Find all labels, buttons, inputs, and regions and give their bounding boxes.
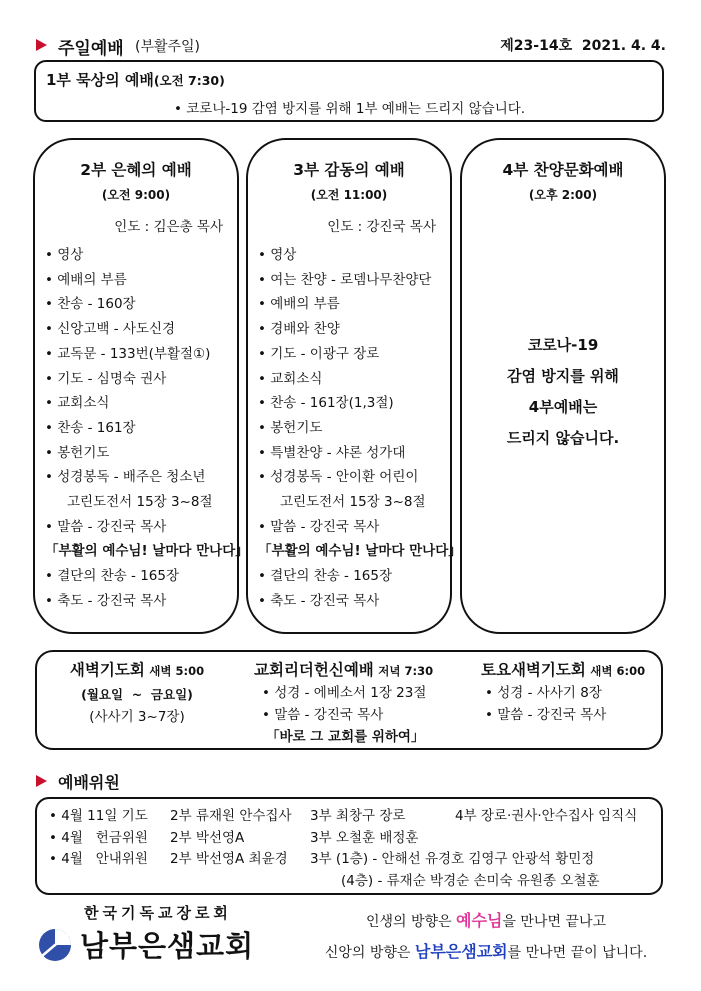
order-item: • 예배의 부름: [258, 296, 340, 313]
order-item: 「부활의 예수님! 날마다 만나다」: [258, 543, 462, 560]
order-item: • 특별찬양 - 샤론 성가대: [258, 444, 406, 461]
leaders-service-title: 교회리더헌신예배: [254, 661, 374, 679]
org-name: 남부은샘교회: [80, 929, 255, 963]
saturday-prayer-scripture: • 성경 - 사사기 8장: [485, 685, 602, 701]
leaders-service-sermon: • 말씀 - 강진국 목사: [262, 707, 384, 723]
dawn-prayer-title: 새벽기도회: [69, 661, 145, 679]
service3-time: (오전 11:00): [310, 188, 388, 202]
order-item: • 말씀 - 강진국 목사: [258, 518, 380, 535]
order-item: • 말씀 - 강진국 목사: [45, 518, 167, 535]
order-item: • 영상: [258, 247, 297, 263]
dawn-prayer-time: 새벽 5:00: [149, 664, 205, 678]
role-cell: 3부 (1층) - 안해선 유경호 김영구 안광석 황민정: [310, 851, 595, 867]
order-item: • 봉헌기도: [258, 419, 323, 436]
slogan-line-2: 신앙의 방향은 남부은샘교회를 만나면 끝이 납니다.: [324, 942, 648, 961]
order-item: • 성경봉독 - 배주은 청소년: [45, 469, 206, 486]
issue-info: 제23-14호 2021. 4. 4.: [500, 38, 666, 54]
page-subtitle: (부활주일): [135, 39, 201, 55]
role-cell: 2부 박선영A 최윤경: [170, 851, 288, 867]
order-item: • 예배의 부름: [45, 271, 127, 288]
saturday-prayer-sermon: • 말씀 - 강진국 목사: [485, 707, 607, 723]
section-marker-icon: [36, 39, 47, 51]
service3-leader: 인도 : 강진국 목사: [327, 219, 436, 235]
leaders-service-sermon-title: 「바로 그 교회를 위하여」: [266, 729, 425, 745]
role-cell: • 4월 헌금위원: [49, 829, 148, 846]
first-service-time: (오전 7:30): [153, 73, 225, 88]
order-item: 고린도전서 15장 3~8절: [67, 494, 213, 511]
leaders-service-scripture: • 성경 - 에베소서 1장 23절: [262, 685, 427, 701]
roles-heading: [36, 770, 236, 792]
dawn-prayer: [37, 658, 237, 728]
org-denomination: 한국기독교장로회: [84, 904, 232, 922]
service4-notice: 코로나-19 감염 방지를 위해 4부예배는 드리지 않습니다.: [506, 336, 620, 447]
page-title: 주일예배: [58, 39, 124, 59]
service2-title: 2부 은혜의 예배: [80, 161, 192, 179]
first-service-title: 1부 묵상의 예배: [46, 71, 154, 89]
saturday-prayer-title: 토요새벽기도회: [481, 661, 586, 679]
service3-box: [246, 138, 462, 634]
order-item: • 찬송 - 161장(1,3절): [258, 395, 394, 412]
order-item: 「부활의 예수님! 날마다 만나다」: [45, 543, 249, 560]
first-service-box: [34, 60, 664, 122]
order-item: • 교회소식: [45, 395, 110, 412]
saturday-prayer-time: 새벽 6:00: [590, 664, 646, 678]
order-item: • 여는 찬양 - 로뎀나무찬양단: [258, 271, 432, 288]
leaders-service: [242, 658, 472, 748]
order-item: • 교독문 - 133번(부활절①): [45, 345, 211, 362]
order-item: • 축도 - 강진국 목사: [45, 592, 167, 609]
leaders-service-time: 저녁 7:30: [378, 664, 434, 678]
role-cell: 4부 장로·권사·안수집사 임직식: [455, 808, 638, 824]
order-item: • 교회소식: [258, 370, 323, 387]
order-item: • 결단의 찬송 - 165장: [258, 568, 393, 585]
order-item: • 찬송 - 161장: [45, 419, 136, 436]
order-item: • 성경봉독 - 안이환 어린이: [258, 469, 419, 486]
slogan: [306, 906, 666, 968]
service2-box: [33, 138, 249, 634]
order-item: • 축도 - 강진국 목사: [258, 592, 380, 609]
role-cell: (4층) - 류재순 박경순 손미숙 유원종 오철훈: [341, 872, 600, 889]
dawn-prayer-days: (월요일 ~ 금요일): [81, 687, 193, 702]
church-emblem-icon: [38, 928, 72, 962]
slogan-line-1: 인생의 방향은 예수님을 만나면 끝나고: [366, 911, 606, 930]
service2-time: (오전 9:00): [101, 188, 171, 202]
order-item: • 찬송 - 160장: [45, 296, 136, 313]
order-item: • 기도 - 이광구 장로: [258, 345, 380, 362]
service3-title: 3부 감동의 예배: [293, 161, 405, 179]
order-item: 고린도전서 15장 3~8절: [280, 494, 426, 511]
saturday-prayer: [477, 658, 662, 726]
roles-title: 예배위원: [58, 773, 120, 792]
service3-order-list: [248, 243, 462, 614]
service2-leader: 인도 : 김은총 목사: [114, 219, 223, 235]
role-cell: 3부 오철훈 배정훈: [310, 829, 419, 846]
order-item: • 결단의 찬송 - 165장: [45, 568, 180, 585]
header: [36, 34, 666, 59]
service4-title: 4부 찬양문화예배: [502, 161, 624, 179]
role-cell: 2부 류재원 안수집사: [170, 808, 292, 824]
order-item: • 영상: [45, 247, 84, 263]
order-item: • 기도 - 심명숙 권사: [45, 370, 167, 387]
order-item: • 봉헌기도: [45, 444, 110, 461]
weekday-services-box: [35, 650, 663, 750]
church-logo: [36, 898, 306, 968]
role-cell: 3부 최창구 장로: [310, 808, 406, 824]
service4-time: (오후 2:00): [528, 188, 598, 202]
section-marker-icon: [36, 775, 47, 787]
roles-box: [35, 797, 663, 895]
role-cell: 2부 박선영A: [170, 829, 245, 846]
first-service-note: • 코로나-19 감염 방지를 위해 1부 예배는 드리지 않습니다.: [174, 101, 526, 117]
role-cell: • 4월 안내위원: [49, 851, 148, 867]
order-item: • 신앙고백 - 사도신경: [45, 321, 176, 338]
service4-box: [460, 138, 666, 634]
dawn-prayer-text: (사사기 3~7장): [89, 709, 185, 725]
order-item: • 경배와 찬양: [258, 321, 340, 338]
role-cell: • 4월 11일 기도: [49, 808, 148, 824]
service2-order-list: [35, 243, 249, 614]
